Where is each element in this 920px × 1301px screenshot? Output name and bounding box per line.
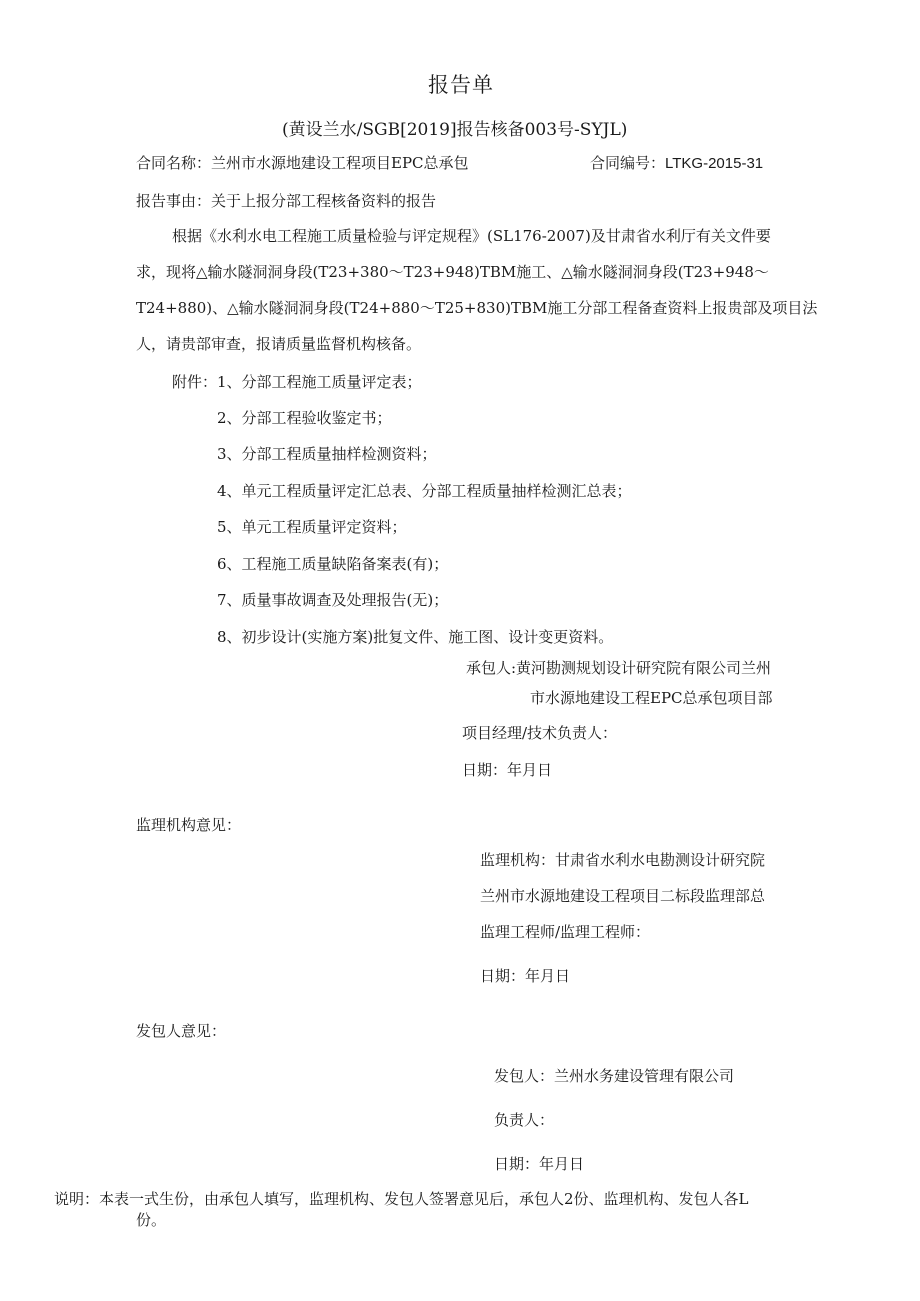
attachment-item: 2、分部工程验收鉴定书； bbox=[217, 409, 392, 427]
contractor-date: 日期：年月日 bbox=[462, 761, 553, 779]
employer-name: 发包人：兰州水务建设管理有限公司 bbox=[494, 1067, 735, 1085]
contract-name-value: 兰州市水源地建设工程项目EPC总承包 bbox=[211, 154, 469, 172]
contract-number-value: LTKG-2015-31 bbox=[665, 155, 764, 172]
contract-name-label: 合同名称： bbox=[136, 154, 212, 172]
supervisor-org-line-1: 监理机构：甘肃省水利水电勘测设计研究院 bbox=[480, 851, 766, 869]
body-line: 根据《水利水电工程施工质量检验与评定规程》(SL176-2007)及甘肃省水利厅有关文件要 bbox=[172, 227, 771, 245]
attachment-item: 5、单元工程质量评定资料； bbox=[217, 518, 407, 536]
attachment-item: 7、质量事故调查及处理报告(无)； bbox=[217, 591, 449, 609]
attachment-item: 1、分部工程施工质量评定表； bbox=[217, 373, 422, 391]
body-line: T24+880)、△输水隧洞洞身段(T24+880～T25+830)TBM施工分部工程备查资料上报贵部及项目法 bbox=[136, 299, 818, 317]
report-subject-row bbox=[136, 190, 436, 211]
contract-number-label: 合同编号： bbox=[590, 154, 666, 172]
attachment-item: 8、初步设计(实施方案)批复文件、施工图、设计变更资料。 bbox=[217, 628, 614, 646]
document-number: (黄设兰水/SGB[2019]报告核备003号-SYJL) bbox=[282, 120, 628, 140]
attachment-item: 6、工程施工质量缺陷备案表(有)； bbox=[217, 555, 449, 573]
supervisor-engineer: 监理工程师/监理工程师： bbox=[480, 923, 651, 941]
attachments-label: 附件： bbox=[172, 373, 218, 391]
note-line-2: 份。 bbox=[136, 1211, 167, 1229]
contract-number-row bbox=[590, 152, 763, 173]
supervisor-org-line-2: 兰州市水源地建设工程项目二标段监理部总 bbox=[480, 887, 766, 905]
contractor-manager: 项目经理/技术负责人： bbox=[462, 724, 618, 742]
body-line: 求，现将△输水隧洞洞身段(T23+380～T23+948)TBM施工、△输水隧洞洞身段(T23+948～ bbox=[136, 263, 769, 281]
contract-name-row bbox=[136, 152, 469, 173]
attachment-item: 4、单元工程质量评定汇总表、分部工程质量抽样检测汇总表； bbox=[217, 482, 632, 500]
supervisor-opinion-label: 监理机构意见： bbox=[136, 816, 242, 834]
contractor-line-2: 市水源地建设工程EPC总承包项目部 bbox=[530, 689, 773, 707]
report-subject-label: 报告事由： bbox=[136, 192, 212, 210]
attachment-item: 3、分部工程质量抽样检测资料； bbox=[217, 445, 437, 463]
note-line-1: 说明：本表一式生份，由承包人填写，监理机构、发包人签署意见后，承包人2份、监理机构、发包人各L bbox=[54, 1190, 749, 1208]
employer-responsible: 负责人： bbox=[494, 1111, 555, 1129]
supervisor-date: 日期：年月日 bbox=[480, 967, 571, 985]
employer-opinion-label: 发包人意见： bbox=[136, 1022, 227, 1040]
contractor-line-1: 承包人:黄河勘测规划设计研究院有限公司兰州 bbox=[466, 659, 772, 677]
employer-date: 日期：年月日 bbox=[494, 1155, 585, 1173]
report-title: 报告单 bbox=[428, 73, 494, 97]
report-subject-value: 关于上报分部工程核备资料的报告 bbox=[211, 192, 437, 210]
body-line: 人，请贵部审查，报请质量监督机构核备。 bbox=[136, 335, 422, 353]
